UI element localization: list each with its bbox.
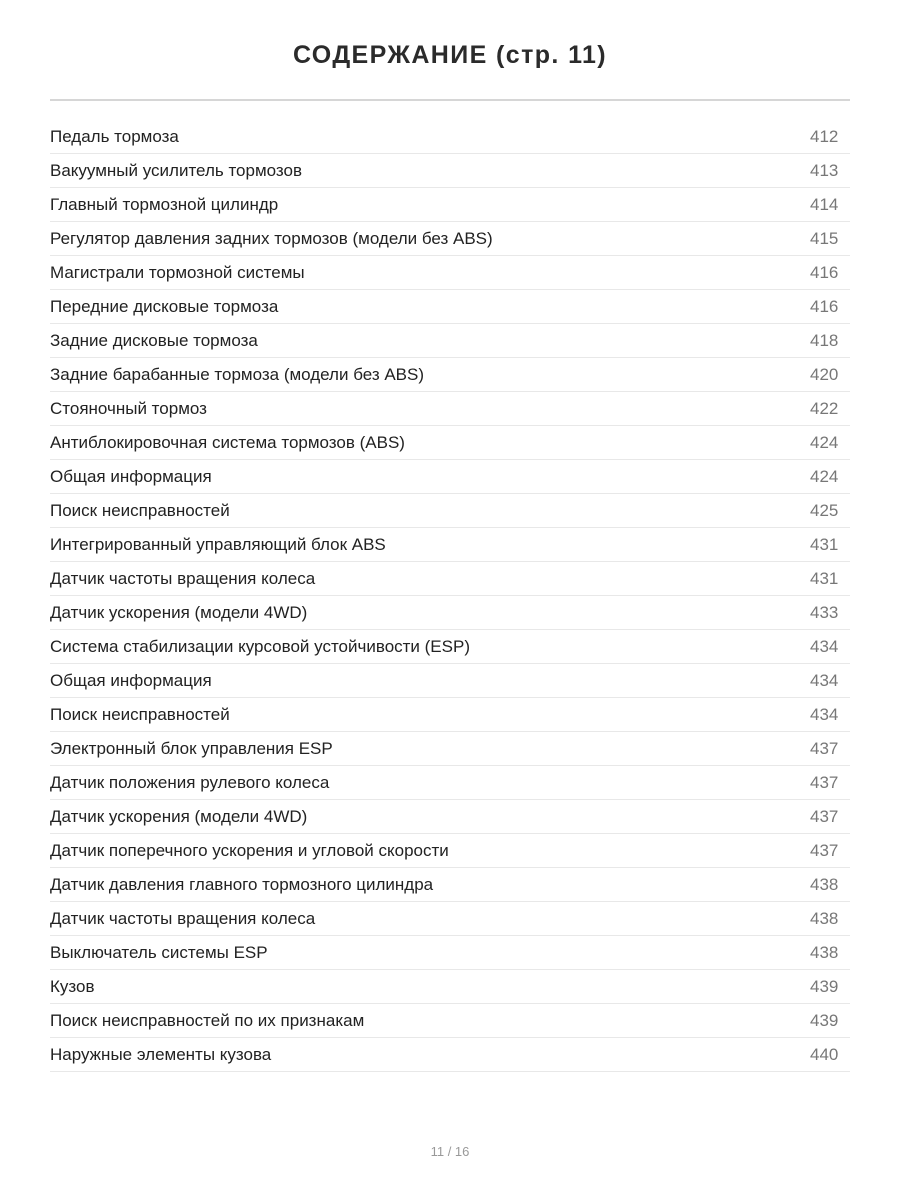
toc-entry-label: Система стабилизации курсовой устойчивости (ESP) [50,636,470,656]
toc-entry[interactable] [50,324,850,358]
toc-entry-page: 412 [810,126,839,146]
toc-entry-label: Датчик положения рулевого колеса [50,772,330,792]
toc-entry[interactable] [50,256,850,290]
toc-entry-label: Задние дисковые тормоза [50,330,258,350]
toc-entry-label: Поиск неисправностей [50,500,230,520]
toc-entry-label: Датчик частоты вращения колеса [50,908,316,928]
toc-entry-label: Датчик частоты вращения колеса [50,568,316,588]
toc-entry-label: Передние дисковые тормоза [50,296,279,316]
table-of-contents [50,120,850,1072]
toc-entry[interactable] [50,120,850,154]
toc-entry-label: Стояночный тормоз [50,398,207,418]
toc-entry-label: Антиблокировочная система тормозов (ABS) [50,432,405,452]
toc-entry-page: 418 [810,330,839,350]
toc-entry-label: Общая информация [50,466,212,486]
toc-entry[interactable] [50,936,850,970]
toc-entry[interactable] [50,664,850,698]
toc-entry-page: 424 [810,466,839,486]
toc-entry-page: 437 [810,738,839,758]
toc-entry-page: 434 [810,670,839,690]
toc-entry[interactable] [50,596,850,630]
toc-entry[interactable] [50,766,850,800]
toc-entry[interactable] [50,358,850,392]
toc-entry-label: Датчик ускорения (модели 4WD) [50,806,308,826]
toc-entry-page: 437 [810,772,839,792]
toc-entry-page: 438 [810,942,839,962]
toc-entry-page: 440 [810,1044,839,1064]
toc-entry[interactable] [50,188,850,222]
toc-entry[interactable] [50,970,850,1004]
toc-entry-label: Магистрали тормозной системы [50,262,305,282]
toc-entry-page: 416 [810,296,839,316]
toc-entry[interactable] [50,698,850,732]
toc-entry[interactable] [50,902,850,936]
toc-entry[interactable] [50,800,850,834]
toc-entry-page: 434 [810,636,839,656]
document-page [50,0,850,1200]
toc-entry-label: Регулятор давления задних тормозов (модели без ABS) [50,228,493,248]
toc-entry[interactable] [50,868,850,902]
toc-entry-page: 434 [810,704,839,724]
toc-entry-label: Электронный блок управления ESP [50,738,333,758]
toc-entry[interactable] [50,154,850,188]
toc-entry[interactable] [50,290,850,324]
toc-entry-label: Кузов [50,976,95,996]
toc-entry-label: Поиск неисправностей по их признакам [50,1010,365,1030]
toc-entry-page: 416 [810,262,839,282]
toc-entry-page: 437 [810,840,839,860]
toc-entry-page: 420 [810,364,839,384]
toc-entry-page: 415 [810,228,839,248]
toc-entry-page: 431 [810,534,839,554]
toc-entry-label: Вакуумный усилитель тормозов [50,160,302,180]
toc-entry-label: Наружные элементы кузова [50,1044,272,1064]
page-title: СОДЕРЖАНИЕ (стр. 11) [292,41,608,69]
toc-entry[interactable] [50,834,850,868]
toc-entry-label: Педаль тормоза [50,126,179,146]
toc-entry[interactable] [50,630,850,664]
toc-entry-page: 438 [810,908,839,928]
toc-entry[interactable] [50,732,850,766]
toc-entry[interactable] [50,528,850,562]
toc-entry-label: Интегрированный управляющий блок ABS [50,534,386,554]
toc-entry[interactable] [50,426,850,460]
toc-entry-label: Датчик ускорения (модели 4WD) [50,602,308,622]
toc-entry-page: 422 [810,398,839,418]
toc-entry-label: Главный тормозной цилиндр [50,194,279,214]
toc-entry-page: 437 [810,806,839,826]
toc-entry[interactable] [50,562,850,596]
toc-entry-label: Датчик поперечного ускорения и угловой скорости [50,840,449,860]
toc-entry-page: 424 [810,432,839,452]
toc-entry-page: 438 [810,874,839,894]
toc-entry-page: 439 [810,976,839,996]
toc-entry[interactable] [50,392,850,426]
page-counter: 11 / 16 [430,1144,470,1159]
toc-entry-label: Выключатель системы ESP [50,942,268,962]
toc-entry-page: 414 [810,194,839,214]
toc-entry-label: Поиск неисправностей [50,704,230,724]
toc-entry-label: Датчик давления главного тормозного цилиндра [50,874,434,894]
toc-entry-page: 431 [810,568,839,588]
toc-entry[interactable] [50,222,850,256]
toc-entry-page: 413 [810,160,839,180]
toc-entry-page: 433 [810,602,839,622]
toc-entry[interactable] [50,494,850,528]
toc-entry-label: Общая информация [50,670,212,690]
toc-entry[interactable] [50,460,850,494]
title-divider [50,99,850,101]
toc-entry-page: 425 [810,500,839,520]
toc-entry-page: 439 [810,1010,839,1030]
toc-entry[interactable] [50,1038,850,1072]
toc-entry[interactable] [50,1004,850,1038]
toc-entry-label: Задние барабанные тормоза (модели без ABS) [50,364,425,384]
